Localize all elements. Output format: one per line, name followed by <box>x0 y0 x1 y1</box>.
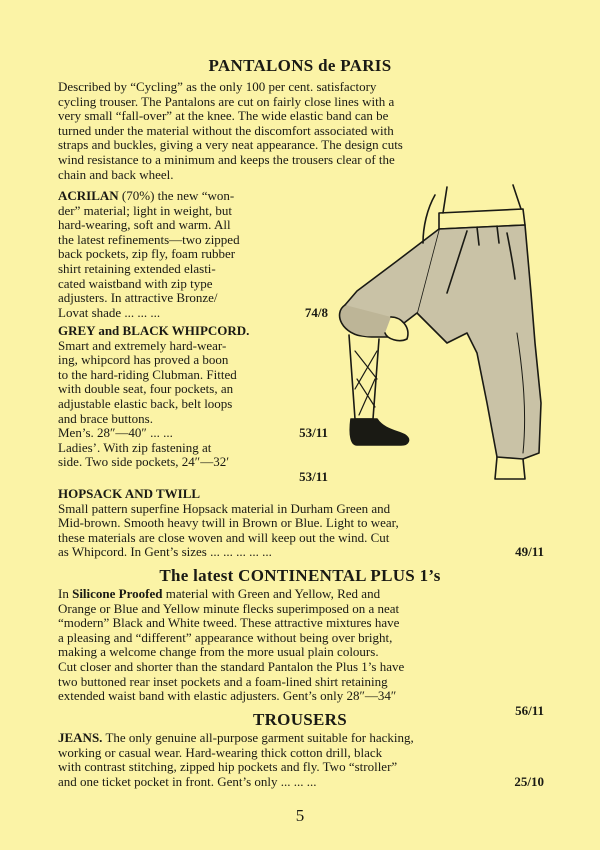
jeans-price: 25/10 <box>514 773 544 789</box>
hopsack-line: Mid-brown. Smooth heavy twill in Brown or Blue. Light to wear, <box>58 515 399 531</box>
section-title-trousers: TROUSERS <box>252 710 348 729</box>
continental-bold: Silicone Proofed <box>72 586 163 601</box>
intro-line: very small “fall-over” at the knee. The wide elastic band can be <box>58 108 389 124</box>
continental-line: two buttoned rear inset pockets and a foam-lined shirt retaining <box>58 673 388 689</box>
jeans-description <box>58 731 544 789</box>
hopsack-description <box>58 487 544 560</box>
hopsack-line: as Whipcord. In Gent’s sizes ... ... ... ... ... <box>58 544 272 560</box>
hopsack-line: these materials are close woven and will keep out the wind. Cut <box>58 529 390 545</box>
whipcord-line: and brace buttons. <box>58 410 153 426</box>
continental-description <box>58 587 544 718</box>
acrilan-line: Lovat shade ... ... ... <box>58 304 161 320</box>
intro-line: cycling trouser. The Pantalons are cut on fairly close lines with a <box>58 93 395 109</box>
continental-line: extended waist band with elastic adjusters. Gent’s only 28″—34″ <box>58 688 397 704</box>
section-title-pantalons: PANTALONS de PARIS <box>208 56 392 75</box>
intro-line: turned under the material without the discomfort associated with <box>58 122 394 138</box>
whipcord-line: Smart and extremely hard-wear- <box>58 337 227 353</box>
whipcord-mens: Men’s. 28″—40″ ... ... <box>58 425 173 441</box>
jeans-line: with contrast stitching, zipped hip pockets and fly. Two “stroller” <box>58 759 398 775</box>
acrilan-line: der” material; light in weight, but <box>58 202 233 218</box>
continental-price: 56/11 <box>515 702 544 718</box>
whipcord-ladies-price: 53/11 <box>299 468 328 484</box>
intro-line: straps and buckles, giving a very neat appearance. The design cuts <box>58 137 403 153</box>
jeans-line: The only genuine all-purpose garment suitable for hacking, <box>102 730 414 745</box>
acrilan-line: shirt retaining extended elasti- <box>58 260 216 276</box>
acrilan-line: adjusters. In attractive Bronze/ <box>58 290 218 306</box>
page-number: 5 <box>295 806 305 825</box>
hopsack-line: Small pattern superfine Hopsack material in Durham Green and <box>58 500 391 516</box>
acrilan-price: 74/8 <box>304 304 328 320</box>
whipcord-description <box>58 324 328 485</box>
acrilan-line: hard-wearing, soft and warm. All <box>58 217 231 233</box>
acrilan-heading: ACRILAN <box>58 188 119 203</box>
whipcord-heading: GREY and BLACK WHIPCORD. <box>58 323 250 338</box>
intro-line: Described by “Cycling” as the only 100 per cent. satisfactory <box>58 79 377 94</box>
whipcord-line: ing, whipcord has proved a boon <box>58 352 229 368</box>
continental-line: Cut closer and shorter than the standard Pantalon the Plus 1’s have <box>58 658 405 674</box>
acrilan-line: the latest refinements—two zipped <box>58 231 240 247</box>
acrilan-line: (70%) the new “won- <box>118 188 235 203</box>
continental-line: material with Green and Yellow, Red and <box>162 586 381 601</box>
whipcord-line: with double seat, four pockets, an <box>58 381 234 397</box>
intro-line: wind resistance to a minimum and keeps the trousers clear of the <box>58 151 395 167</box>
hopsack-heading: HOPSACK AND TWILL <box>58 486 201 501</box>
whipcord-line: to the hard-riding Clubman. Fitted <box>58 366 237 382</box>
jeans-heading: JEANS. <box>58 730 103 745</box>
pantalons-illustration <box>327 183 549 483</box>
acrilan-description <box>58 189 328 320</box>
continental-prefix: In <box>58 586 73 601</box>
whipcord-ladies-line: Ladies’. With zip fastening at <box>58 439 212 455</box>
acrilan-line: back pockets, zip fly, foam rubber <box>58 246 236 262</box>
whipcord-line: adjustable elastic back, belt loops <box>58 395 233 411</box>
intro-line: chain and back wheel. <box>58 166 174 182</box>
jeans-line: and one ticket pocket in front. Gent’s only ... ... ... <box>58 773 317 789</box>
continental-line: “modern” Black and White tweed. These attractive mixtures have <box>58 615 400 631</box>
continental-line: making a welcome change from the more usual plain colours. <box>58 644 379 660</box>
hopsack-price: 49/11 <box>515 544 544 560</box>
pantalons-intro <box>58 80 544 182</box>
whipcord-mens-price: 53/11 <box>299 425 328 441</box>
section-title-continental: The latest CONTINENTAL PLUS 1’s <box>159 566 441 585</box>
jeans-line: working or casual wear. Hard-wearing thick cotton drill, black <box>58 744 383 760</box>
continental-line: a pleasing and “different” appearance without being over bright, <box>58 629 393 645</box>
continental-line: Orange or Blue and Yellow minute flecks superimposed on a neat <box>58 600 400 616</box>
acrilan-line: cated waistband with zip type <box>58 275 213 291</box>
whipcord-ladies-line: side. Two side pockets, 24″—32′ <box>58 454 230 470</box>
